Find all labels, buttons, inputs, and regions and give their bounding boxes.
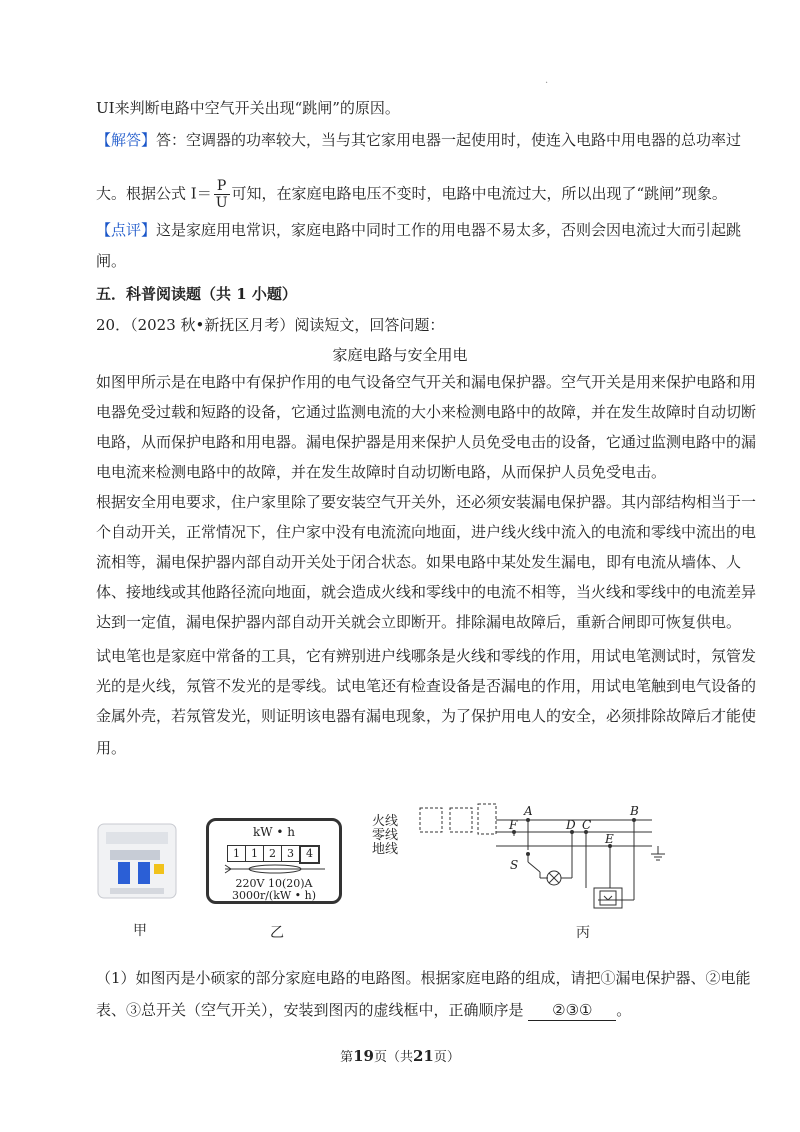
label-live-wire: 火线 [372,814,399,829]
figure-yi-meter [206,818,342,904]
answer-text-2b: 可知，在家庭电路电压不变时，电路中电流过大，所以出现了“跳闸”现象。 [231,184,727,203]
meter-spec-1: 220V 10(20)A [235,877,313,890]
footer-page-total: 21 [413,1047,434,1065]
passage-p2-l2: 个自动开关，正常情况下，住户家中没有电流流向地面，进户线火线中流入的电流和零线中流出的电 [96,523,757,541]
sub1-text-a: 表、③总开关（空气开关），安装到图丙的虚线框中，正确顺序是 [96,1001,524,1019]
answer-text-1: 答：空调器的功率较大，当与其它家用电器一起使用时，使连入电路中用电器的总功率过 [156,131,742,149]
node-label-D: D [566,818,576,832]
passage-p3-l1: 试电笔也是家庭中常备的工具，它有辨别进户线哪条是火线和零线的作用，用试电笔测试时，氖管发 [96,647,757,665]
passage-p2-l1: 根据安全用电要求，住户家里除了要安装空气开关外，还必须安装漏电保护器。其内部结构相当于一 [96,493,757,511]
comment-line-2: 闸。 [96,252,127,270]
answer-line-2 [96,178,727,211]
footer-page-number: 19 [353,1047,374,1065]
passage-p1-l4: 电电流来检测电路中的故障，并在发生故障时自动切断电路，从而保护人员免受电击。 [96,463,667,481]
comment-text-1: 这是家庭用电常识，家庭电路中同时工作的用电器不易太多，否则会因电流过大而引起跳 [156,221,742,239]
footer-post: 页） [433,1050,460,1065]
passage-p2-l5: 达到一定值，漏电保护器内部自动开关就会立即断开。排除漏电故障后，重新合闸即可恢复供电。 [96,613,742,631]
passage-p1-l3: 电路，从而保护电路和用电器。漏电保护器是用来保护人员免受电击的设备，它通过监测电路中的漏 [96,433,757,451]
footer-pre: 第 [340,1050,354,1065]
meter-disc-icon [223,863,327,875]
figure-bing-label: 丙 [576,925,590,941]
meter-digit: 2 [264,845,282,862]
comment-paragraph [96,220,741,240]
sub1-answer: ②③① [528,1000,616,1021]
passage-title: 家庭电路与安全用电 [332,346,468,364]
section-heading: 五．科普阅读题（共 1 小题） [96,285,297,303]
meter-digit: 1 [246,845,264,862]
figure-jia-breaker [96,822,178,900]
figure-jia-label: 甲 [133,923,147,939]
figure-yi-label: 乙 [270,925,284,941]
passage-p1-l2: 电器免受过载和短路的设备，它通过监测电流的大小来检测电路中的故障，并在发生故障时自动切断 [96,403,757,421]
sub1-line-2 [96,1000,631,1021]
circuit-wires [372,800,672,912]
sub1-text-b: 。 [616,1001,632,1019]
meter-digits [227,845,320,864]
prev-line-1: UI来判断电路中空气开关出现“跳闸”的原因。 [96,99,400,117]
formula-fraction [214,178,230,211]
q20-stem: 20．（2023 秋•新抚区月考）阅读短文，回答问题： [96,316,445,334]
label-ground-wire: 地线 [372,842,399,857]
answer-text-2a: 大。根据公式 I＝ [96,184,212,203]
answer-tag: 【解答】 [96,131,157,149]
figure-bing-circuit [372,800,672,912]
meter-digit: 4 [299,845,320,864]
formula-denominator: U [215,195,228,211]
node-label-A: A [524,804,533,818]
passage-p3-l3: 金属外壳，若氖管发光，则证明该电器有漏电现象，为了保护用电人的安全，必须排除故障后才能使 [96,707,757,725]
meter-spec-2: 3000r/(kW • h) [231,889,317,902]
label-neutral-wire: 零线 [372,828,399,843]
meter-unit: kW • h [252,825,296,839]
node-label-B: B [630,804,639,818]
node-label-C: C [582,818,592,832]
comment-tag: 【点评】 [96,221,157,239]
meter-digit: 3 [282,845,300,862]
passage-p1-l1: 如图甲所示是在电路中有保护作用的电气设备空气开关和漏电保护器。空气开关是用来保护电路和用 [96,373,757,391]
passage-p2-l4: 体、接地线或其他路径流向地面，就会造成火线和零线中的电流不相等，当火线和零线中的电流差异 [96,583,757,601]
formula-numerator: P [214,178,230,195]
node-label-S: S [510,858,519,872]
node-label-F: F [509,818,518,832]
footer-mid: 页（共 [373,1050,413,1065]
node-label-E: E [605,832,614,846]
passage-p3-l4: 用。 [96,739,127,757]
header-mark: · [545,78,549,89]
passage-p2-l3: 流相等，漏电保护器内部自动开关处于闭合状态。如果电路中某处发生漏电，即有电流从墙体、人 [96,553,742,571]
meter-digit: 1 [227,845,246,862]
page-footer [0,1046,800,1065]
sub1-line-1: （1）如图丙是小硕家的部分家庭电路的电路图。根据家庭电路的组成，请把①漏电保护器、②电能 [96,969,751,987]
passage-p3-l2: 光的是火线，氖管不发光的是零线。试电笔还有检查设备是否漏电的作用，用试电笔触到电气设备的 [96,677,757,695]
answer-paragraph [96,130,741,150]
